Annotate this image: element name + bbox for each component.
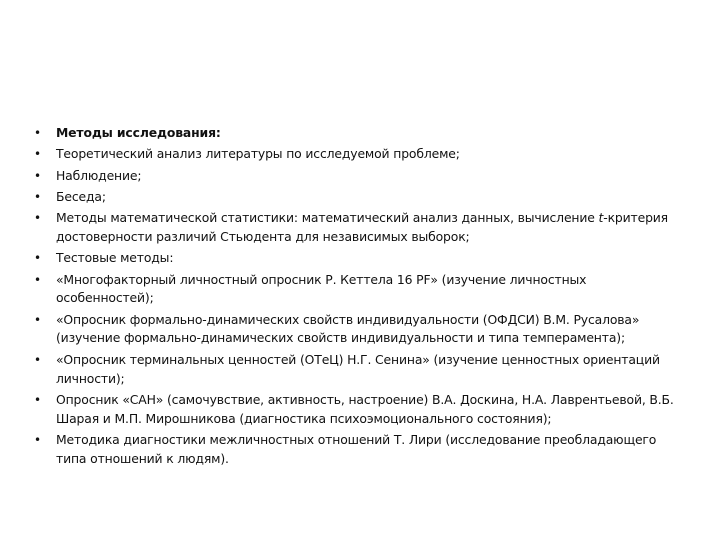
content-area xyxy=(34,124,684,471)
methods-heading: Методы исследования: xyxy=(56,125,221,140)
list-item: • Теоретический анализ литературы по исследуемой проблеме; xyxy=(34,145,684,164)
list-item: • Наблюдение; xyxy=(34,167,684,186)
list-item: • Тестовые методы: xyxy=(34,249,684,268)
t-italic: t xyxy=(598,210,604,226)
list-item: • Опросник «САН» (самочувствие, активность, настроение) В.А. Доскина, Н.А. Лаврентьевой, В.Б. Шарая и М.П. Мирошникова (диагностика психоэмоционального состояния); xyxy=(34,391,684,429)
list-item-text: -критерия достоверности различий Стьюдента для независимых выборок; xyxy=(56,210,668,244)
list-item: • Беседа; xyxy=(34,188,684,207)
list-item: • «Опросник терминальных ценностей (ОТеЦ) Н.Г. Сенина» (изучение ценностных ориентаций личности); xyxy=(34,351,684,389)
list-item: • Методика диагностики межличностных отношений Т. Лири (исследование преобладающего типа отношений к людям). xyxy=(34,431,684,469)
list-item: • «Опросник формально-динамических свойств индивидуальности (ОФДСИ) В.М. Русалова» (изучение формально-динамических свойств индивидуальности и типа темперамента); xyxy=(34,311,684,349)
list-item-text: Методы математической статистики: математический анализ данных, вычисление xyxy=(56,210,599,226)
methods-list xyxy=(34,124,684,469)
list-item xyxy=(34,209,684,247)
list-item: • «Многофакторный личностный опросник Р. Кеттела 16 PF» (изучение личностных особенностей); xyxy=(34,271,684,309)
list-item-methods-heading xyxy=(34,124,684,143)
